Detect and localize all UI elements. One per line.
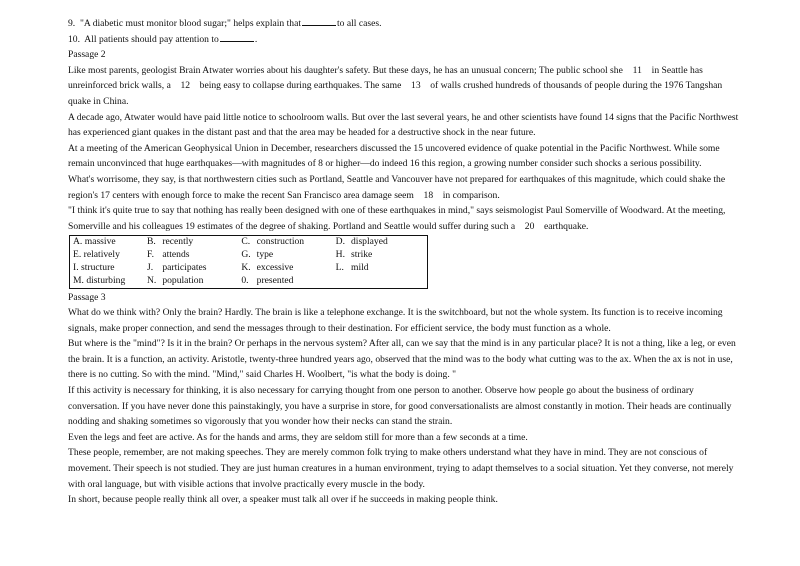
passage-2-heading: Passage 2 [68, 49, 106, 61]
question-text: "A diabetic must monitor blood sugar;" helps explain that [80, 18, 301, 29]
option-word [348, 275, 428, 288]
text-segment: in comparison. [442, 189, 500, 201]
option-word: excessive [256, 261, 294, 273]
option-word: type [256, 249, 274, 261]
text-segment: Like most parents, geologist Brain Atwater worries about his daughter's safety. But these days, he has an unusual concern; The public school she [68, 64, 623, 76]
option-letter: N. [147, 274, 157, 286]
question-text: All patients should pay attention to [84, 33, 219, 45]
option-letter: K. [241, 261, 251, 273]
passage-3-paragraph-1: What do we think with? Only the brain? Hardly. The brain is like a telephone exchange. It is the switchboard, but not the whole system. Its function is to receive incoming signals, make proper connection, and send the messages through to their destination. For efficient service, the body must function as a whole. [68, 307, 723, 334]
option-letter: H. [335, 249, 345, 261]
option-word: presented [256, 274, 294, 286]
passage-2-paragraph-3: At a meeting of the American Geophysical Union in December, researchers discussed the 15 uncovered evidence of quake potential in the Pacific Northwest. While some remain unconvinced that huge earthquakes—with magnitudes of 8 or higher—do indeed 16 this region, a growing number consider such shocks a serious possibility. [68, 142, 720, 170]
option-word: mild [350, 261, 369, 273]
question-10 [68, 32, 744, 48]
option-word: recently [162, 236, 194, 248]
passage-2-paragraph-4 [68, 172, 744, 203]
passage-2-paragraph-1 [68, 63, 744, 110]
question-text-end: . [254, 33, 258, 45]
document-page [68, 16, 744, 508]
option-letter [333, 275, 348, 288]
question-number: 9. [68, 18, 76, 29]
option-letter: D. [335, 236, 345, 248]
passage-2-paragraph-2: A decade ago, Atwater would have paid little notice to schoolroom walls. But over the last several years, he and other scientists have found 14 signs that the Pacific Northwest has experienced giant quakes in the distant past and that the area may be headed for a destructive shock in the near future. [68, 111, 739, 139]
word-bank-row [70, 262, 428, 275]
text-segment: "I think it's quite true to say that nothing has really been designed with one of these earthquakes in mind," says seismologist Paul Somerville of Woodward. At the meeting, Somerville and his colleagues 19 estimates of the degree of shaking. Portland and Seattle would suffer during such a [68, 205, 726, 232]
question-number: 10. [68, 33, 80, 45]
option-cell: M. disturbing [73, 274, 126, 286]
word-bank-row [70, 236, 428, 249]
text-segment: What's worrisome, they say, is that northwestern cities such as Portland, Seattle and Vancouver have not prepared for earthquakes of this magnitude, which could shake the region's 17 centers with enough force to make the recent San Francisco area damage seem [68, 173, 726, 201]
text-segment: being easy to collapse during earthquakes. The same [199, 80, 402, 92]
question-text-end: to all cases. [337, 18, 382, 29]
option-letter: J. [147, 261, 154, 273]
text-segment: earthquake. [543, 220, 589, 232]
passage-3-paragraph-5: These people, remember, are not making speeches. They are merely common folk trying to make others understand what they have in mind. They are not conscious of movement. Their speech is not studied. They are just human creatures in a human environment, trying to adapt themselves to a social situation. Yet they converse, not merely with oral language, but with visible actions that involve practically every muscle in the body. [68, 447, 734, 490]
option-word: strike [350, 249, 373, 261]
option-letter: L. [335, 261, 344, 273]
option-letter: 0. [241, 274, 249, 286]
answer-blank [302, 16, 336, 26]
option-word: displayed [350, 236, 388, 248]
passage-3-heading: Passage 3 [68, 291, 106, 303]
option-cell: E. relatively [73, 249, 120, 261]
passage-3-paragraph-6: In short, because people really think all over, a speaker must talk all over if he succeeds in making people think. [68, 494, 498, 506]
option-word: population [162, 274, 204, 286]
passage-3-paragraph-4: Even the legs and feet are active. As for the hands and arms, they are seldom still for more than a few seconds at a time. [68, 431, 528, 443]
blank-number-11: 11 [632, 64, 642, 76]
passage-2-paragraph-5 [68, 203, 744, 234]
option-letter: B. [147, 236, 156, 248]
blank-number-13: 13 [411, 80, 421, 92]
passage-3-paragraph-2: But where is the "mind"? Is it in the brain? Or perhaps in the nervous system? After all, can we say that the mind is in any particular place? It is not a thing, like a leg, or even the brain. It is a function, an activity. Aristotle, twenty-three hundred years ago, observed that the mind was to the body what cutting was to the ax. When the ax is not in use, there is no cutting. So with the mind. "Mind," said Charles H. Woolbert, "is what the body is doing. " [68, 338, 736, 381]
option-cell: I. structure [73, 261, 115, 273]
blank-number-20: 20 [524, 220, 535, 232]
option-letter: C. [241, 236, 251, 248]
blank-number-18: 18 [423, 189, 434, 201]
text-segment: of walls crushed hundreds of thousands of people during the 1976 Tangshan quake in China. [68, 80, 723, 107]
option-letter: F. [147, 249, 154, 261]
word-bank-row [70, 249, 428, 262]
option-letter: G. [241, 249, 251, 261]
answer-blank [220, 32, 254, 42]
passage-3-paragraph-3: If this activity is necessary for thinking, it is also necessary for carrying thought from one person to another. Observe how people go about the business of ordinary conversation. If you have never done this painstakingly, you have a surprise in store, for good conversationalists are almost constantly in motion. Their heads are continually nodding and shaking sometimes so vigorously that you wonder how their necks can stand the strain. [68, 385, 732, 428]
option-word: construction [256, 236, 305, 248]
option-word: participates [162, 261, 207, 273]
word-bank-table [69, 235, 428, 288]
option-cell: A. massive [73, 236, 116, 248]
word-bank-row [70, 275, 428, 288]
blank-number-12: 12 [180, 80, 191, 92]
text-segment: in Seattle has unreinforced brick walls, a [68, 64, 703, 92]
question-9 [68, 16, 744, 32]
option-word: attends [162, 249, 190, 261]
